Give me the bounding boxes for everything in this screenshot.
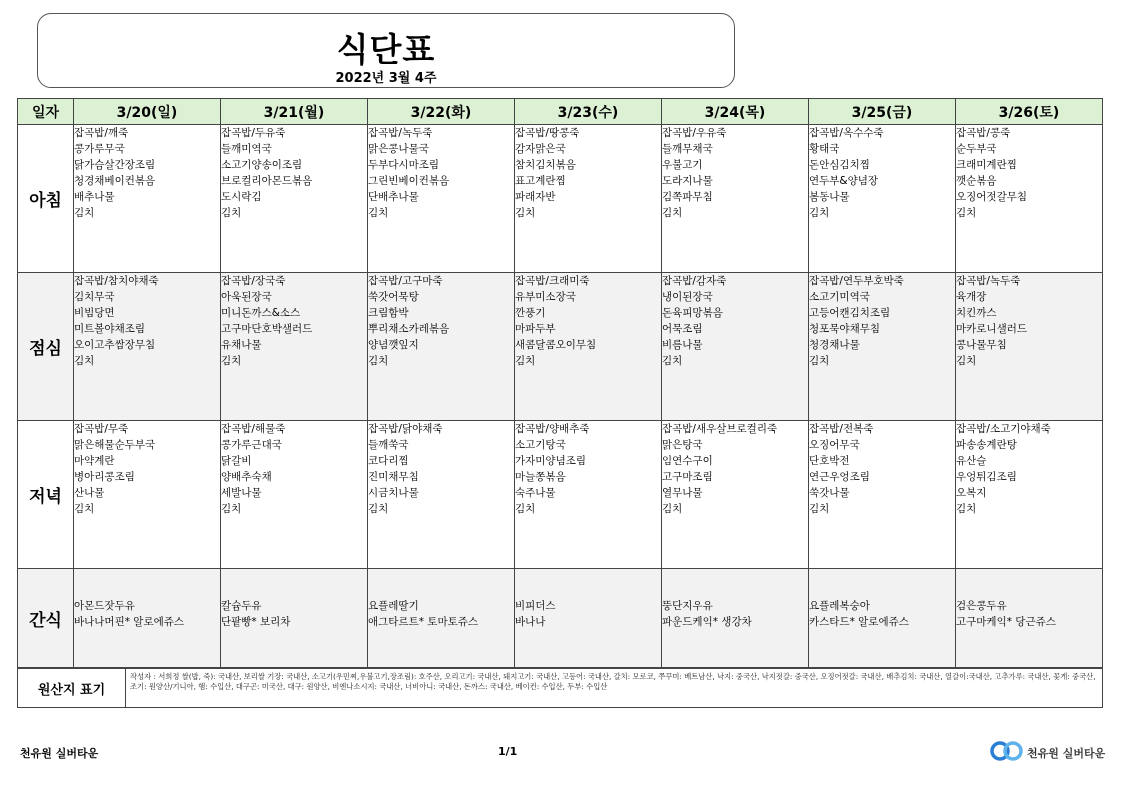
menu-cell bbox=[956, 421, 1103, 569]
menu-item: 파운드케익* 생강차 bbox=[662, 616, 752, 628]
meal-row bbox=[18, 569, 1103, 668]
menu-item: 카스타드* 알로에쥬스 bbox=[809, 616, 909, 628]
menu-item: 순두부국 bbox=[956, 143, 997, 155]
menu-cell bbox=[515, 125, 662, 273]
menu-cell bbox=[662, 125, 809, 273]
menu-item: 김치 bbox=[515, 503, 536, 515]
menu-cell bbox=[368, 125, 515, 273]
menu-item: 김치 bbox=[662, 207, 683, 219]
menu-cell bbox=[809, 569, 956, 668]
menu-item: 청경채나물 bbox=[809, 339, 860, 351]
day-header: 3/23(수) bbox=[515, 99, 662, 125]
menu-item: 잡곡밥/땅콩죽 bbox=[515, 127, 580, 139]
menu-item: 우불고기 bbox=[662, 159, 703, 171]
menu-item: 잡곡밥/고구마죽 bbox=[368, 275, 443, 287]
menu-item: 배추나물 bbox=[74, 191, 115, 203]
menu-item: 김치 bbox=[809, 355, 830, 367]
menu-item: 김치 bbox=[74, 355, 95, 367]
menu-item: 쑥갓나물 bbox=[809, 487, 850, 499]
menu-item: 마카로니샐러드 bbox=[956, 323, 1028, 335]
day-header: 3/20(일) bbox=[74, 99, 221, 125]
menu-item: 세발나물 bbox=[221, 487, 262, 499]
menu-item: 김치 bbox=[662, 355, 683, 367]
menu-item: 김치 bbox=[221, 503, 242, 515]
menu-item: 칼슘두유 bbox=[221, 600, 262, 612]
menu-item: 들깨무채국 bbox=[662, 143, 713, 155]
page-subtitle: 2022년 3월 4주 bbox=[335, 71, 437, 86]
menu-item: 검은콩두유 bbox=[956, 600, 1007, 612]
menu-item: 오이고추쌈장무침 bbox=[74, 339, 156, 351]
corner-label: 일자 bbox=[18, 99, 74, 125]
meal-label: 간식 bbox=[18, 569, 74, 668]
menu-item: 애그타르트* 토마토쥬스 bbox=[368, 616, 479, 628]
menu-item: 잡곡밥/새우살브로컬리죽 bbox=[662, 423, 778, 435]
page-title: 식단표 bbox=[336, 30, 436, 69]
menu-item: 닭갈비 bbox=[221, 455, 252, 467]
menu-cell bbox=[221, 569, 368, 668]
origin-label: 원산지 표기 bbox=[18, 669, 126, 708]
menu-item: 코다리찜 bbox=[368, 455, 409, 467]
menu-cell bbox=[809, 421, 956, 569]
menu-item: 김치 bbox=[221, 207, 242, 219]
menu-item: 시금치나물 bbox=[368, 487, 419, 499]
menu-cell bbox=[956, 125, 1103, 273]
menu-item: 잡곡밥/녹두죽 bbox=[956, 275, 1021, 287]
menu-item: 잡곡밥/무죽 bbox=[74, 423, 129, 435]
menu-item: 유채나물 bbox=[221, 339, 262, 351]
menu-item: 돈안심김치찜 bbox=[809, 159, 870, 171]
menu-item: 김치 bbox=[956, 207, 977, 219]
menu-item: 김치 bbox=[809, 503, 830, 515]
menu-item: 깐풍기 bbox=[515, 307, 546, 319]
menu-item: 오복지 bbox=[956, 487, 987, 499]
day-header: 3/25(금) bbox=[809, 99, 956, 125]
menu-item: 김치 bbox=[368, 355, 389, 367]
origin-text: 작성자 : 서희정 쌀(밥, 죽): 국내산, 보리쌀 기장: 국내산, 소고기(우민찌,우불고기,장조림): 호주산, 오리고기: 국내산, 돼지고기: 국내산, 고등어: 국내산, 갈치: 모로코, 쭈꾸미: 베트남산, 낙지: 중국산, 낙지젓갈: 중국산, 오징어젓갈: 국내산, 배추김치: 국내산, 열갈이:국내산, 고추가루: 국내산, 꽃게: 중국산, 조기: 원양산/기니아, 햄: 수입산, 대구곤: 미국산, 대구: 원양산, 비엔나소시지: 국내산, 너비아니: 국내산, 돈까스: 국내산, 베이컨: 수입산, 두부: 수입산 bbox=[126, 669, 1103, 708]
menu-item: 소고기양송이조림 bbox=[221, 159, 303, 171]
menu-item: 산나물 bbox=[74, 487, 105, 499]
menu-item: 김치 bbox=[515, 355, 536, 367]
day-header: 3/21(월) bbox=[221, 99, 368, 125]
menu-item: 청경채베이컨볶음 bbox=[74, 175, 156, 187]
menu-item: 단팥빵* 보리차 bbox=[221, 616, 291, 628]
menu-cell bbox=[662, 569, 809, 668]
menu-item: 단호박전 bbox=[809, 455, 850, 467]
menu-table bbox=[17, 98, 1103, 668]
day-header: 3/26(토) bbox=[956, 99, 1103, 125]
menu-item: 새콤달콤오이무침 bbox=[515, 339, 597, 351]
menu-item: 파래자반 bbox=[515, 191, 556, 203]
menu-item: 파송송계란탕 bbox=[956, 439, 1017, 451]
menu-cell bbox=[368, 421, 515, 569]
menu-item: 김치 bbox=[515, 207, 536, 219]
menu-item: 콩나물무침 bbox=[956, 339, 1007, 351]
menu-cell bbox=[221, 421, 368, 569]
menu-item: 양배추숙채 bbox=[221, 471, 272, 483]
menu-item: 콩가루근대국 bbox=[221, 439, 282, 451]
menu-item: 고구마조림 bbox=[662, 471, 713, 483]
menu-item: 김치무국 bbox=[74, 291, 115, 303]
menu-item: 비름나물 bbox=[662, 339, 703, 351]
menu-cell bbox=[515, 569, 662, 668]
menu-item: 김치 bbox=[662, 503, 683, 515]
menu-item: 고구마케익* 당근쥬스 bbox=[956, 616, 1056, 628]
menu-item: 마파두부 bbox=[515, 323, 556, 335]
menu-item: 가자미양념조림 bbox=[515, 455, 587, 467]
menu-item: 김치 bbox=[956, 503, 977, 515]
menu-item: 바나나머핀* 알로에쥬스 bbox=[74, 616, 185, 628]
menu-item: 비피더스 bbox=[515, 600, 556, 612]
menu-item: 김치 bbox=[221, 355, 242, 367]
menu-item: 김치 bbox=[956, 355, 977, 367]
menu-item: 뚱단지우유 bbox=[662, 600, 713, 612]
origin-table bbox=[17, 668, 1103, 708]
menu-item: 마늘쫑볶음 bbox=[515, 471, 566, 483]
menu-item: 고구마단호박샐러드 bbox=[221, 323, 313, 335]
menu-item: 돈육피망볶음 bbox=[662, 307, 723, 319]
day-header: 3/24(목) bbox=[662, 99, 809, 125]
menu-item: 오징어무국 bbox=[809, 439, 860, 451]
menu-cell bbox=[74, 273, 221, 421]
menu-item: 바나나 bbox=[515, 616, 546, 628]
menu-cell bbox=[368, 569, 515, 668]
menu-item: 냉이된장국 bbox=[662, 291, 713, 303]
menu-item: 잡곡밥/장국죽 bbox=[221, 275, 286, 287]
menu-cell bbox=[956, 569, 1103, 668]
menu-item: 도시락김 bbox=[221, 191, 262, 203]
title-box bbox=[37, 13, 735, 88]
menu-item: 소고기탕국 bbox=[515, 439, 566, 451]
menu-item: 황태국 bbox=[809, 143, 840, 155]
menu-cell bbox=[221, 125, 368, 273]
menu-cell bbox=[74, 125, 221, 273]
menu-item: 잡곡밥/소고기야채죽 bbox=[956, 423, 1051, 435]
menu-item: 비빔당면 bbox=[74, 307, 115, 319]
brand-name: 천유원 실버타운 bbox=[1027, 747, 1106, 760]
menu-item: 잡곡밥/깨죽 bbox=[74, 127, 129, 139]
menu-item: 맑은탕국 bbox=[662, 439, 703, 451]
menu-item: 감자맑은국 bbox=[515, 143, 566, 155]
menu-item: 도라지나물 bbox=[662, 175, 713, 187]
menu-item: 요플레복숭아 bbox=[809, 600, 870, 612]
day-header: 3/22(화) bbox=[368, 99, 515, 125]
menu-item: 맑은콩나물국 bbox=[368, 143, 429, 155]
menu-item: 잡곡밥/감자죽 bbox=[662, 275, 727, 287]
menu-item: 고등어캔김치조림 bbox=[809, 307, 891, 319]
menu-item: 육개장 bbox=[956, 291, 987, 303]
menu-item: 잡곡밥/옥수수죽 bbox=[809, 127, 884, 139]
menu-item: 크림함박 bbox=[368, 307, 409, 319]
menu-item: 우엉튀김조림 bbox=[956, 471, 1017, 483]
menu-item: 잡곡밥/양배추죽 bbox=[515, 423, 590, 435]
menu-item: 브로컬리아몬드볶음 bbox=[221, 175, 313, 187]
brand-logo-icon bbox=[990, 740, 1024, 766]
menu-item: 잡곡밥/크래미죽 bbox=[515, 275, 590, 287]
menu-cell bbox=[809, 273, 956, 421]
menu-item: 두부다시마조림 bbox=[368, 159, 440, 171]
header-row bbox=[18, 99, 1103, 125]
menu-item: 잡곡밥/참치야채죽 bbox=[74, 275, 159, 287]
menu-cell bbox=[368, 273, 515, 421]
meal-label: 저녁 bbox=[18, 421, 74, 569]
menu-item: 크래미계란찜 bbox=[956, 159, 1017, 171]
menu-item: 김치 bbox=[368, 207, 389, 219]
menu-item: 참치김치볶음 bbox=[515, 159, 576, 171]
menu-item: 아몬드잣두유 bbox=[74, 600, 135, 612]
menu-item: 잡곡밥/두유죽 bbox=[221, 127, 286, 139]
menu-item: 오징어젓갈무침 bbox=[956, 191, 1028, 203]
menu-item: 맑은해물순두부국 bbox=[74, 439, 156, 451]
menu-item: 김쪽파무침 bbox=[662, 191, 713, 203]
menu-item: 콩가루무국 bbox=[74, 143, 125, 155]
menu-cell bbox=[74, 421, 221, 569]
menu-item: 유산슬 bbox=[956, 455, 987, 467]
meal-label: 아침 bbox=[18, 125, 74, 273]
menu-item: 미트볼야채조림 bbox=[74, 323, 146, 335]
menu-item: 김치 bbox=[809, 207, 830, 219]
menu-item: 김치 bbox=[74, 503, 95, 515]
menu-item: 아욱된장국 bbox=[221, 291, 272, 303]
meal-row bbox=[18, 273, 1103, 421]
menu-item: 연근우엉조림 bbox=[809, 471, 870, 483]
menu-item: 잡곡밥/우유죽 bbox=[662, 127, 727, 139]
menu-item: 김치 bbox=[74, 207, 95, 219]
menu-item: 잡곡밥/콩죽 bbox=[956, 127, 1011, 139]
menu-item: 숙주나물 bbox=[515, 487, 556, 499]
menu-item: 마약계란 bbox=[74, 455, 115, 467]
menu-item: 뿌리채소카레볶음 bbox=[368, 323, 450, 335]
menu-cell bbox=[74, 569, 221, 668]
meal-row bbox=[18, 421, 1103, 569]
menu-item: 단배추나물 bbox=[368, 191, 419, 203]
menu-item: 임연수구이 bbox=[662, 455, 713, 467]
menu-cell bbox=[221, 273, 368, 421]
footer-page-number: 1/1 bbox=[498, 745, 518, 758]
menu-item: 요플레딸기 bbox=[368, 600, 419, 612]
menu-cell bbox=[515, 273, 662, 421]
menu-item: 어묵조림 bbox=[662, 323, 703, 335]
menu-item: 양념깻잎지 bbox=[368, 339, 419, 351]
menu-cell bbox=[662, 273, 809, 421]
menu-item: 잡곡밥/닭야채죽 bbox=[368, 423, 443, 435]
menu-item: 들깨쑥국 bbox=[368, 439, 409, 451]
menu-item: 청포묵야채무침 bbox=[809, 323, 881, 335]
menu-item: 봄동나물 bbox=[809, 191, 850, 203]
footer-brand bbox=[990, 740, 1105, 766]
menu-item: 잡곡밥/전복죽 bbox=[809, 423, 874, 435]
menu-item: 미니돈까스&소스 bbox=[221, 307, 301, 319]
menu-item: 깻순볶음 bbox=[956, 175, 997, 187]
footer-org-name: 천유원 실버타운 bbox=[20, 747, 99, 760]
menu-item: 잡곡밥/해물죽 bbox=[221, 423, 286, 435]
meal-label: 점심 bbox=[18, 273, 74, 421]
menu-item: 표고계란찜 bbox=[515, 175, 566, 187]
menu-item: 진미채무침 bbox=[368, 471, 419, 483]
menu-item: 열무나물 bbox=[662, 487, 703, 499]
menu-item: 연두부&양념장 bbox=[809, 175, 879, 187]
menu-cell bbox=[515, 421, 662, 569]
menu-item: 잡곡밥/연두부호박죽 bbox=[809, 275, 904, 287]
meal-row bbox=[18, 125, 1103, 273]
menu-cell bbox=[809, 125, 956, 273]
menu-item: 닭가슴살간장조림 bbox=[74, 159, 156, 171]
menu-item: 병아리콩조림 bbox=[74, 471, 135, 483]
menu-item: 잡곡밥/녹두죽 bbox=[368, 127, 433, 139]
menu-item: 들깨미역국 bbox=[221, 143, 272, 155]
menu-item: 그린빈베이컨볶음 bbox=[368, 175, 450, 187]
menu-item: 치킨까스 bbox=[956, 307, 997, 319]
menu-item: 유부미소장국 bbox=[515, 291, 576, 303]
menu-item: 소고기미역국 bbox=[809, 291, 870, 303]
menu-item: 김치 bbox=[368, 503, 389, 515]
menu-cell bbox=[662, 421, 809, 569]
menu-item: 쑥갓어묵탕 bbox=[368, 291, 419, 303]
menu-cell bbox=[956, 273, 1103, 421]
